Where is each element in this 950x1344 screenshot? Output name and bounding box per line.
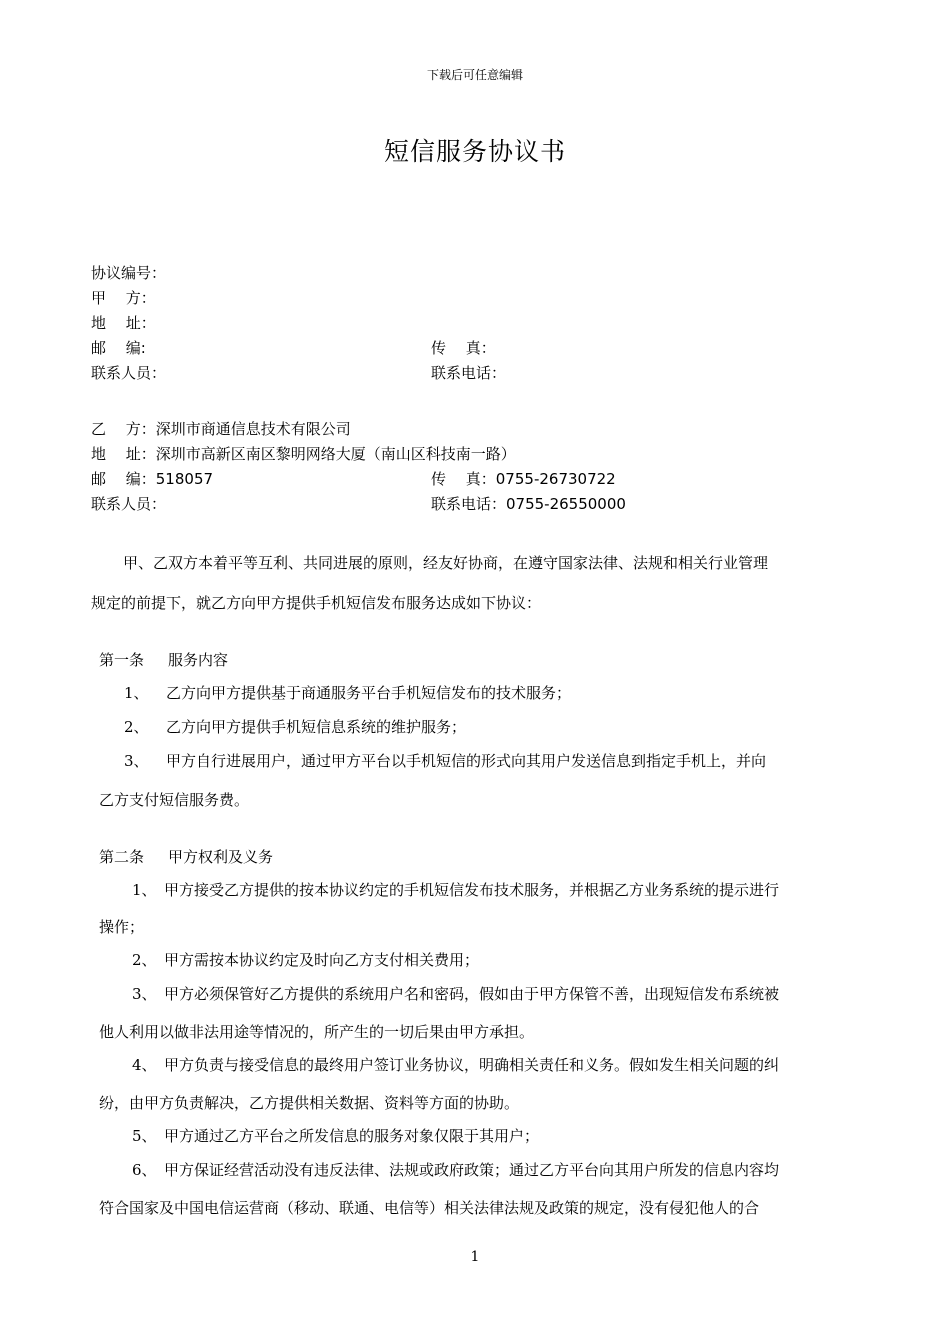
list-item-number: 2、 [132,951,157,969]
article-2-item-4 [132,1054,779,1075]
header-note: 下载后可任意编辑 [426,68,523,82]
article-1-item-3 [124,750,766,771]
party-b-fax: 传 真：0755-26730722 [431,470,616,488]
list-item-text: 甲方必须保管好乙方提供的系统用户名和密码，假如由于甲方保管不善，出现短信发布系统被 [164,985,780,1003]
intro-line-2: 规定的前提下，就乙方向甲方提供手机短信发布服务达成如下协议： [91,594,542,612]
party-b-postcode: 邮 编：518057 [91,470,214,488]
article-1-item-2 [124,716,466,737]
article-1-item-1 [124,682,571,703]
list-item-text: 甲方需按本协议约定及时向乙方支付相关费用； [164,951,480,969]
article-2-item-6-cont: 符合国家及中国电信运营商（移动、联通、电信等）相关法律法规及政策的规定，没有侵犯他人的合 [99,1199,760,1217]
party-b-name: 乙 方：深圳市商通信息技术有限公司 [91,420,351,438]
article-2-item-2 [132,949,479,970]
article-2-item-5 [132,1125,539,1146]
party-a-postcode: 邮 编: [91,339,146,357]
party-a-phone: 联系电话： [431,364,507,382]
article-2-item-3 [132,983,779,1004]
article-1-item-3-cont: 乙方支付短信服务费。 [99,791,250,809]
article-2-title: 甲方权利及义务 [168,848,274,866]
list-item-number: 4、 [132,1056,157,1074]
article-2-item-1 [132,879,779,900]
list-item-text: 甲方自行进展用户，通过甲方平台以手机短信的形式向其用户发送信息到指定手机上，并向 [166,752,767,770]
party-a-contact: 联系人员： [91,364,167,382]
list-item-text: 乙方向甲方提供手机短信息系统的维护服务； [166,718,467,736]
article-2-item-6 [132,1159,779,1180]
list-item-text: 甲方保证经营活动没有违反法律、法规或政府政策；通过乙方平台向其用户所发的信息内容均 [164,1161,780,1179]
article-1-title: 服务内容 [168,651,229,669]
list-item-text: 甲方负责与接受信息的最终用户签订业务协议，明确相关责任和义务。假如发生相关问题的纠 [164,1056,780,1074]
list-item-number: 2、 [124,718,149,736]
list-item-number: 1、 [132,881,157,899]
article-2-heading [99,846,273,867]
list-item-text: 甲方接受乙方提供的按本协议约定的手机短信发布技术服务，并根据乙方业务系统的提示进行 [164,881,780,899]
list-item-number: 1、 [124,684,149,702]
document-title: 短信服务协议书 [383,137,566,166]
list-item-number: 5、 [132,1127,157,1145]
article-2-item-1-cont: 操作； [99,918,145,936]
article-2-number: 第二条 [99,848,145,866]
intro-line-1: 甲、乙双方本着平等互利、共同进展的原则，经友好协商，在遵守国家法律、法规和相关行业管理 [123,554,769,572]
party-b-address: 地 址：深圳市高新区南区黎明网络大厦（南山区科技南一路） [91,445,516,463]
list-item-text: 甲方通过乙方平台之所发信息的服务对象仅限于其用户； [164,1127,540,1145]
list-item-number: 3、 [132,985,157,1003]
party-b-phone: 联系电话：0755-26550000 [431,495,626,513]
article-1-heading [99,649,228,670]
party-a-fax: 传 真： [431,339,496,357]
list-item-number: 6、 [132,1161,157,1179]
party-a-address: 地 址： [91,314,156,332]
party-b-contact: 联系人员： [91,495,167,513]
article-2-item-4-cont: 纷，由甲方负责解决，乙方提供相关数据、资料等方面的协助。 [99,1094,520,1112]
list-item-text: 乙方向甲方提供基于商通服务平台手机短信发布的技术服务； [166,684,572,702]
article-1-number: 第一条 [99,651,145,669]
agreement-number-label: 协议编号： [91,264,167,282]
page-number: 1 [470,1249,480,1265]
list-item-number: 3、 [124,752,149,770]
article-2-item-3-cont: 他人利用以做非法用途等情况的，所产生的一切后果由甲方承担。 [99,1023,535,1041]
party-a-name: 甲 方： [91,289,156,307]
